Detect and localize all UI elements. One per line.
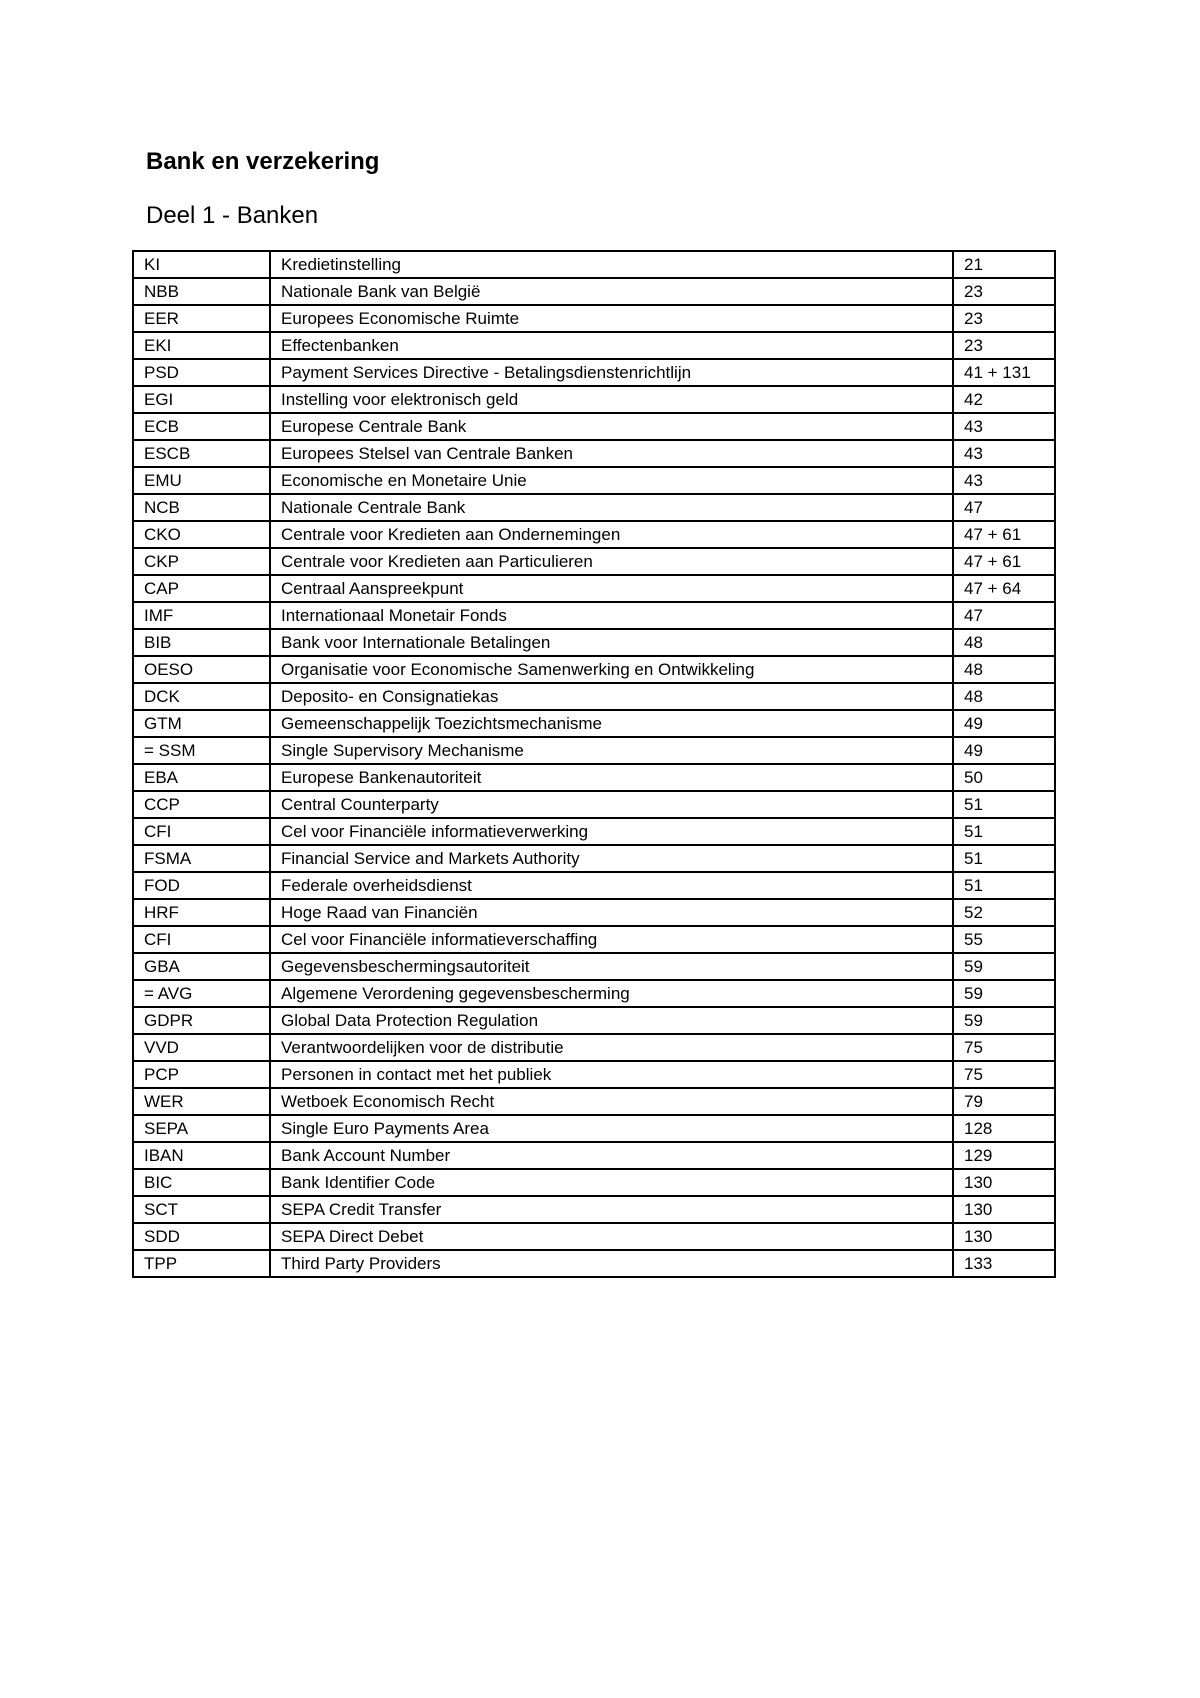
- page-number-cell: 50: [953, 764, 1055, 791]
- table-row: [133, 1061, 1055, 1088]
- meaning-cell: Europees Stelsel van Centrale Banken: [270, 440, 953, 467]
- meaning-cell: Centrale voor Kredieten aan Particulieren: [270, 548, 953, 575]
- abbreviation-cell: KI: [133, 251, 270, 278]
- abbreviation-cell: CFI: [133, 926, 270, 953]
- page-number-cell: 23: [953, 278, 1055, 305]
- meaning-cell: Internationaal Monetair Fonds: [270, 602, 953, 629]
- meaning-cell: Federale overheidsdienst: [270, 872, 953, 899]
- meaning-cell: Bank Account Number: [270, 1142, 953, 1169]
- abbreviation-cell: FSMA: [133, 845, 270, 872]
- page-number-cell: 51: [953, 818, 1055, 845]
- abbreviation-cell: ESCB: [133, 440, 270, 467]
- table-row: [133, 710, 1055, 737]
- abbreviation-cell: GDPR: [133, 1007, 270, 1034]
- abbreviation-cell: = SSM: [133, 737, 270, 764]
- page-number-cell: 43: [953, 467, 1055, 494]
- meaning-cell: Wetboek Economisch Recht: [270, 1088, 953, 1115]
- abbreviation-cell: VVD: [133, 1034, 270, 1061]
- table-row: [133, 440, 1055, 467]
- meaning-cell: Gemeenschappelijk Toezichtsmechanisme: [270, 710, 953, 737]
- abbreviation-cell: BIC: [133, 1169, 270, 1196]
- table-row: [133, 953, 1055, 980]
- page-number-cell: 129: [953, 1142, 1055, 1169]
- page-number-cell: 130: [953, 1223, 1055, 1250]
- meaning-cell: Hoge Raad van Financiën: [270, 899, 953, 926]
- page-number-cell: 79: [953, 1088, 1055, 1115]
- page-number-cell: 59: [953, 1007, 1055, 1034]
- table-row: [133, 872, 1055, 899]
- meaning-cell: Effectenbanken: [270, 332, 953, 359]
- meaning-cell: Gegevensbeschermingsautoriteit: [270, 953, 953, 980]
- table-row: [133, 656, 1055, 683]
- page-number-cell: 43: [953, 440, 1055, 467]
- page-number-cell: 47 + 64: [953, 575, 1055, 602]
- abbreviation-cell: EGI: [133, 386, 270, 413]
- page-number-cell: 75: [953, 1061, 1055, 1088]
- meaning-cell: Single Euro Payments Area: [270, 1115, 953, 1142]
- abbreviation-table-body: [133, 251, 1055, 1277]
- meaning-cell: Nationale Centrale Bank: [270, 494, 953, 521]
- meaning-cell: Nationale Bank van België: [270, 278, 953, 305]
- meaning-cell: Algemene Verordening gegevensbescherming: [270, 980, 953, 1007]
- meaning-cell: Organisatie voor Economische Samenwerking en Ontwikkeling: [270, 656, 953, 683]
- table-row: [133, 386, 1055, 413]
- abbreviation-cell: TPP: [133, 1250, 270, 1277]
- page-number-cell: 47: [953, 494, 1055, 521]
- page-number-cell: 41 + 131: [953, 359, 1055, 386]
- table-row: [133, 683, 1055, 710]
- page-number-cell: 43: [953, 413, 1055, 440]
- page-number-cell: 130: [953, 1196, 1055, 1223]
- abbreviation-cell: ECB: [133, 413, 270, 440]
- page-number-cell: 133: [953, 1250, 1055, 1277]
- table-row: [133, 467, 1055, 494]
- abbreviation-cell: CKP: [133, 548, 270, 575]
- abbreviation-cell: EMU: [133, 467, 270, 494]
- page-number-cell: 51: [953, 845, 1055, 872]
- page-number-cell: 130: [953, 1169, 1055, 1196]
- abbreviation-cell: EER: [133, 305, 270, 332]
- page-number-cell: 49: [953, 737, 1055, 764]
- page-number-cell: 59: [953, 953, 1055, 980]
- document-title: Bank en verzekering: [146, 148, 380, 175]
- meaning-cell: Deposito- en Consignatiekas: [270, 683, 953, 710]
- table-row: [133, 1169, 1055, 1196]
- table-row: [133, 845, 1055, 872]
- meaning-cell: Cel voor Financiële informatieverschaffing: [270, 926, 953, 953]
- table-row: [133, 629, 1055, 656]
- table-row: [133, 521, 1055, 548]
- table-row: [133, 1142, 1055, 1169]
- abbreviation-cell: PSD: [133, 359, 270, 386]
- page-number-cell: 52: [953, 899, 1055, 926]
- meaning-cell: Verantwoordelijken voor de distributie: [270, 1034, 953, 1061]
- abbreviation-table: [132, 250, 1056, 1278]
- meaning-cell: Europese Centrale Bank: [270, 413, 953, 440]
- table-row: [133, 926, 1055, 953]
- table-row: [133, 899, 1055, 926]
- page-number-cell: 47: [953, 602, 1055, 629]
- page-number-cell: 49: [953, 710, 1055, 737]
- page-number-cell: 48: [953, 683, 1055, 710]
- table-row: [133, 278, 1055, 305]
- table-row: [133, 1034, 1055, 1061]
- table-row: [133, 1007, 1055, 1034]
- meaning-cell: Single Supervisory Mechanisme: [270, 737, 953, 764]
- abbreviation-cell: CKO: [133, 521, 270, 548]
- abbreviation-cell: IMF: [133, 602, 270, 629]
- abbreviation-cell: OESO: [133, 656, 270, 683]
- abbreviation-cell: CFI: [133, 818, 270, 845]
- table-row: [133, 494, 1055, 521]
- page-number-cell: 42: [953, 386, 1055, 413]
- table-row: [133, 737, 1055, 764]
- page-number-cell: 21: [953, 251, 1055, 278]
- table-row: [133, 980, 1055, 1007]
- abbreviation-cell: CAP: [133, 575, 270, 602]
- table-row: [133, 305, 1055, 332]
- abbreviation-cell: DCK: [133, 683, 270, 710]
- abbreviation-cell: EBA: [133, 764, 270, 791]
- meaning-cell: Europees Economische Ruimte: [270, 305, 953, 332]
- meaning-cell: Kredietinstelling: [270, 251, 953, 278]
- table-row: [133, 602, 1055, 629]
- page-number-cell: 128: [953, 1115, 1055, 1142]
- abbreviation-cell: CCP: [133, 791, 270, 818]
- meaning-cell: SEPA Direct Debet: [270, 1223, 953, 1250]
- table-row: [133, 548, 1055, 575]
- page-number-cell: 48: [953, 629, 1055, 656]
- table-row: [133, 251, 1055, 278]
- table-row: [133, 1088, 1055, 1115]
- meaning-cell: Bank voor Internationale Betalingen: [270, 629, 953, 656]
- page-number-cell: 51: [953, 791, 1055, 818]
- table-row: [133, 413, 1055, 440]
- abbreviation-cell: FOD: [133, 872, 270, 899]
- meaning-cell: Bank Identifier Code: [270, 1169, 953, 1196]
- abbreviation-cell: GTM: [133, 710, 270, 737]
- abbreviation-cell: SCT: [133, 1196, 270, 1223]
- abbreviation-cell: = AVG: [133, 980, 270, 1007]
- meaning-cell: Third Party Providers: [270, 1250, 953, 1277]
- table-row: [133, 791, 1055, 818]
- meaning-cell: Payment Services Directive - Betalingsdienstenrichtlijn: [270, 359, 953, 386]
- meaning-cell: Personen in contact met het publiek: [270, 1061, 953, 1088]
- table-row: [133, 359, 1055, 386]
- page-number-cell: 23: [953, 305, 1055, 332]
- abbreviation-cell: PCP: [133, 1061, 270, 1088]
- meaning-cell: SEPA Credit Transfer: [270, 1196, 953, 1223]
- abbreviation-cell: GBA: [133, 953, 270, 980]
- table-row: [133, 575, 1055, 602]
- abbreviation-cell: EKI: [133, 332, 270, 359]
- document-subtitle: Deel 1 - Banken: [146, 202, 319, 229]
- abbreviation-cell: SEPA: [133, 1115, 270, 1142]
- abbreviation-cell: NCB: [133, 494, 270, 521]
- abbreviation-cell: WER: [133, 1088, 270, 1115]
- table-row: [133, 332, 1055, 359]
- abbreviation-cell: SDD: [133, 1223, 270, 1250]
- abbreviation-cell: NBB: [133, 278, 270, 305]
- meaning-cell: Central Counterparty: [270, 791, 953, 818]
- meaning-cell: Centrale voor Kredieten aan Ondernemingen: [270, 521, 953, 548]
- abbreviation-cell: IBAN: [133, 1142, 270, 1169]
- table-row: [133, 1250, 1055, 1277]
- meaning-cell: Europese Bankenautoriteit: [270, 764, 953, 791]
- meaning-cell: Financial Service and Markets Authority: [270, 845, 953, 872]
- table-row: [133, 764, 1055, 791]
- page-number-cell: 47 + 61: [953, 521, 1055, 548]
- meaning-cell: Instelling voor elektronisch geld: [270, 386, 953, 413]
- page-number-cell: 23: [953, 332, 1055, 359]
- table-row: [133, 1115, 1055, 1142]
- page-number-cell: 55: [953, 926, 1055, 953]
- meaning-cell: Centraal Aanspreekpunt: [270, 575, 953, 602]
- table-row: [133, 1223, 1055, 1250]
- abbreviation-cell: HRF: [133, 899, 270, 926]
- page-number-cell: 47 + 61: [953, 548, 1055, 575]
- table-row: [133, 818, 1055, 845]
- page-number-cell: 48: [953, 656, 1055, 683]
- meaning-cell: Cel voor Financiële informatieverwerking: [270, 818, 953, 845]
- meaning-cell: Global Data Protection Regulation: [270, 1007, 953, 1034]
- abbreviation-cell: BIB: [133, 629, 270, 656]
- table-row: [133, 1196, 1055, 1223]
- page-number-cell: 75: [953, 1034, 1055, 1061]
- page-number-cell: 59: [953, 980, 1055, 1007]
- page-number-cell: 51: [953, 872, 1055, 899]
- meaning-cell: Economische en Monetaire Unie: [270, 467, 953, 494]
